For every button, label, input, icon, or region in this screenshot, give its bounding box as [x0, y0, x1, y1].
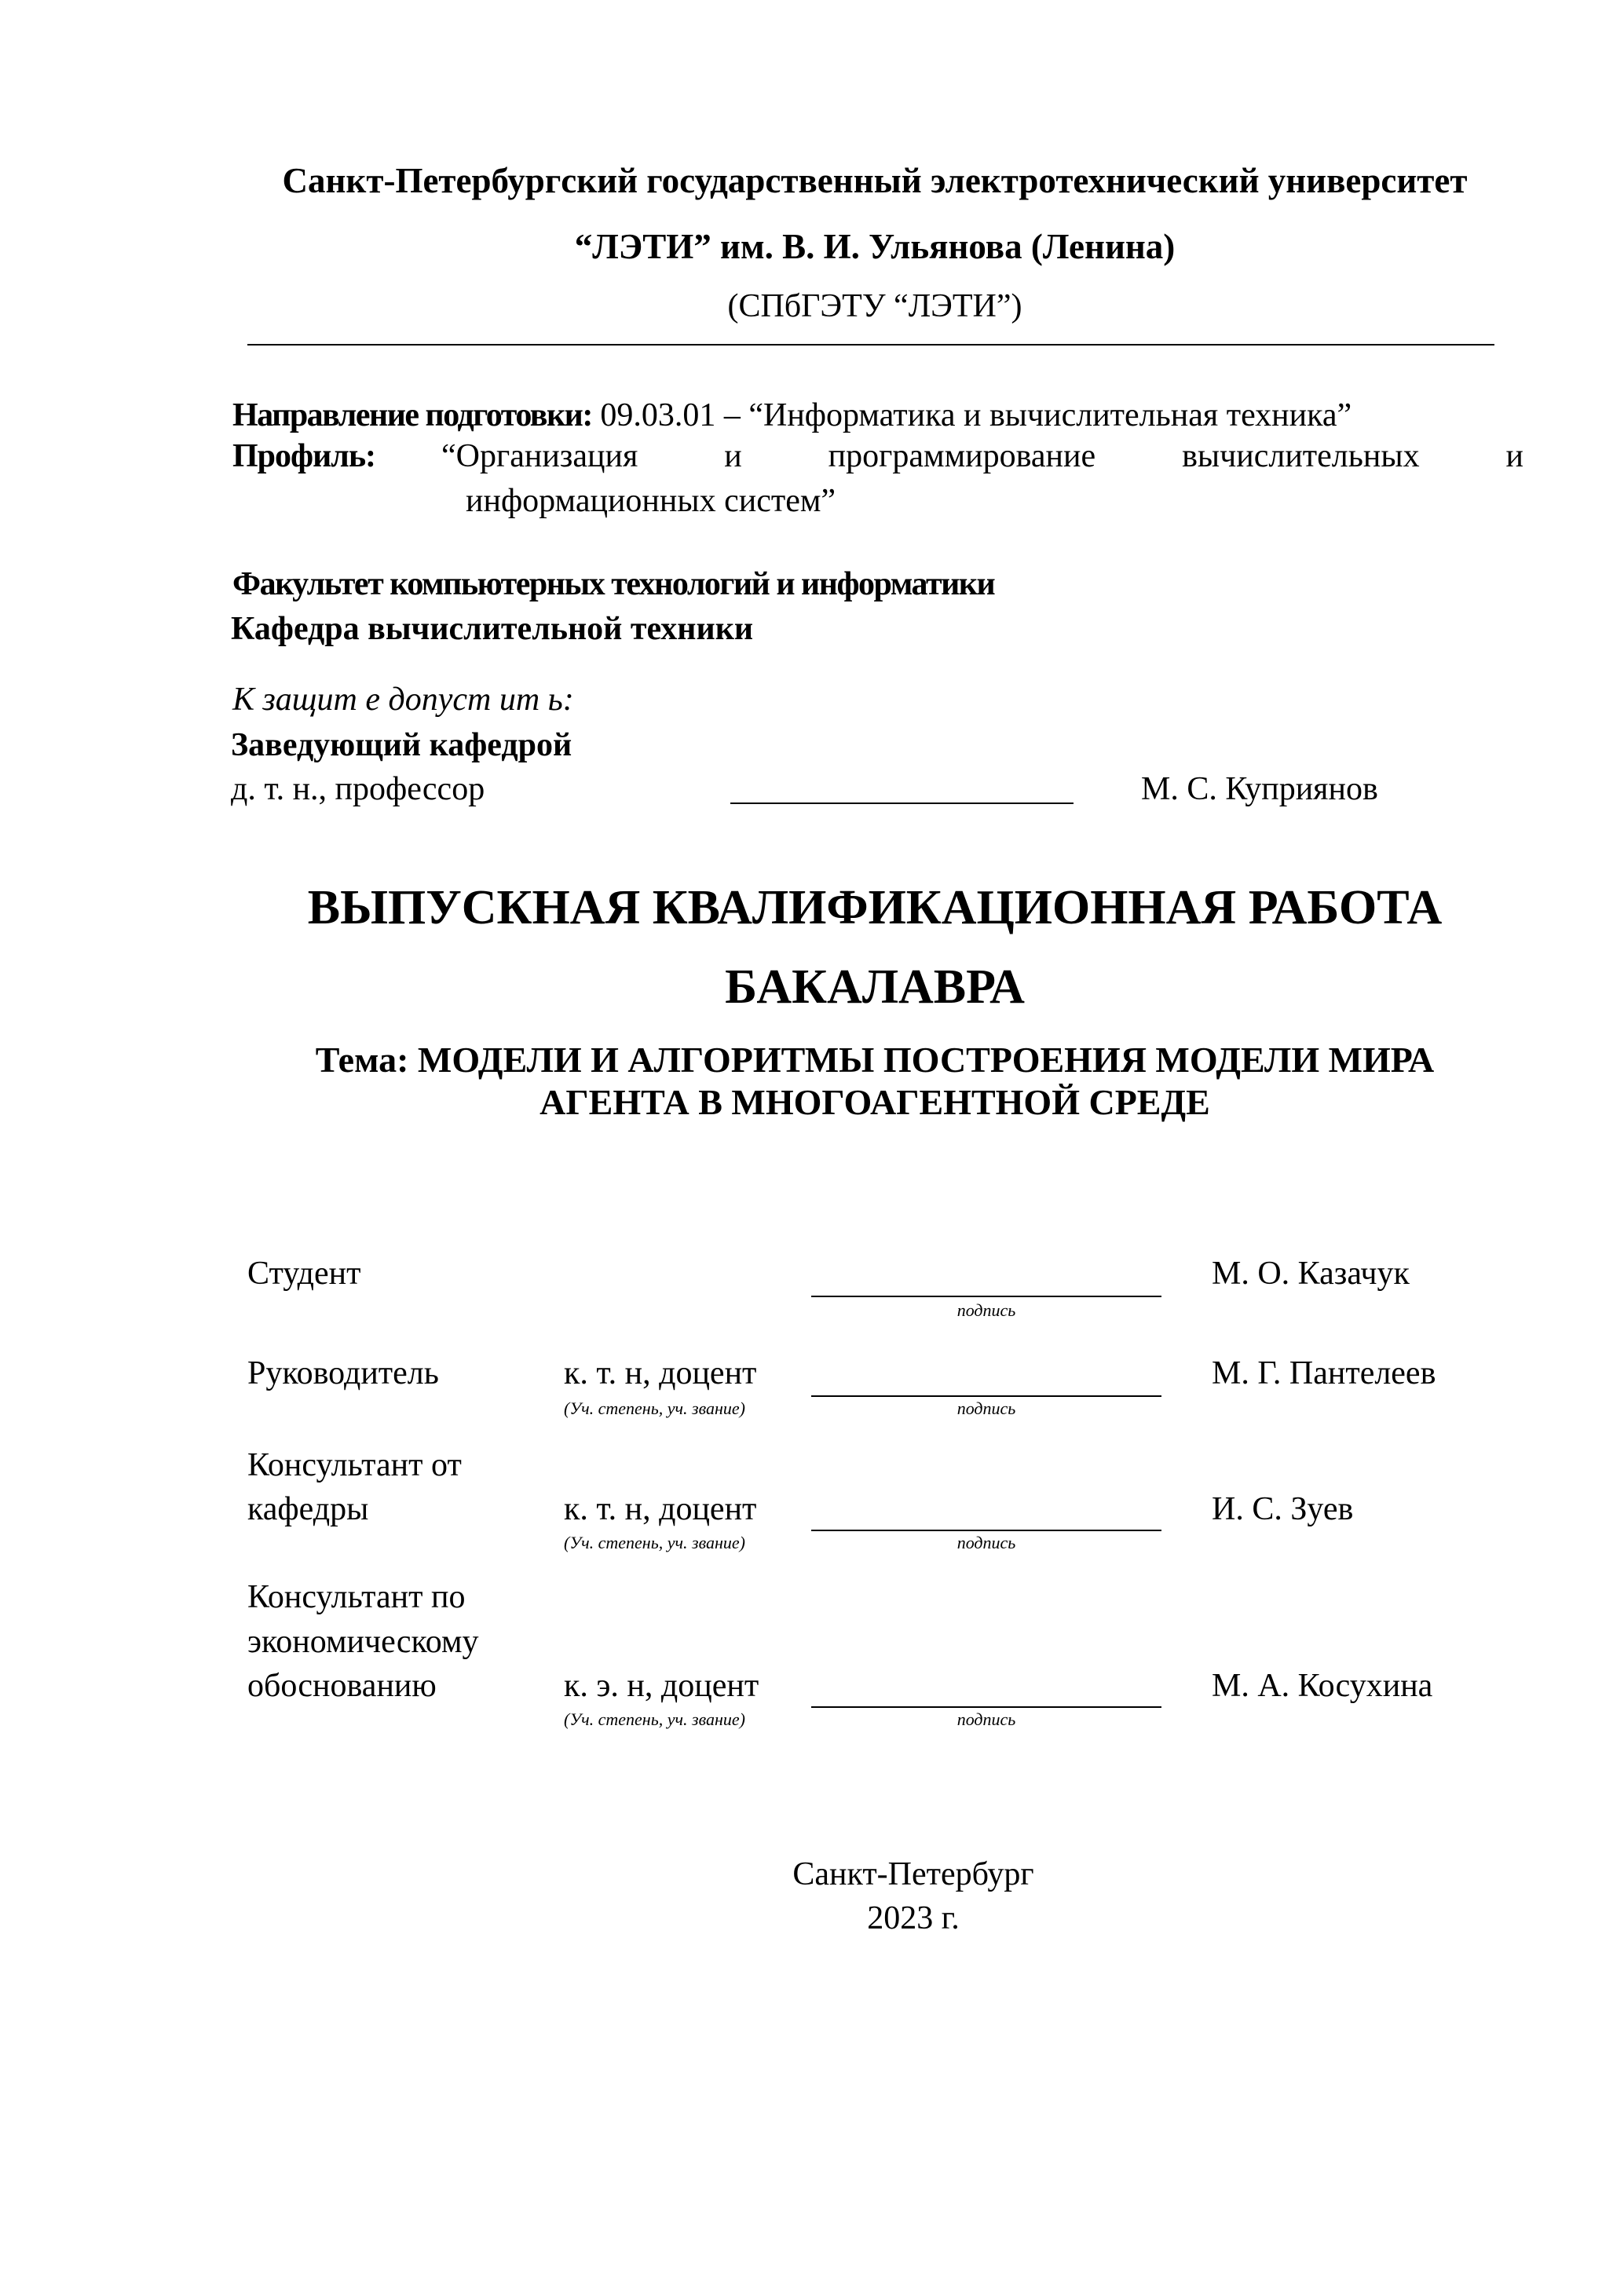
- role-econ-consultant: Консультант по: [247, 1579, 466, 1615]
- profile-line1: [441, 437, 1523, 475]
- profile-word: “Организация: [441, 438, 638, 474]
- signature-line: [811, 1706, 1161, 1708]
- student-name: М. О. Казачук: [1212, 1256, 1410, 1292]
- signature-hint: подпись: [956, 1709, 1016, 1729]
- profile-word: вычислительных: [1182, 438, 1420, 474]
- head-title: Заведующий кафедрой: [231, 727, 572, 763]
- head-degree: д. т. н., профессор: [231, 771, 485, 807]
- faculty: Факультет компьютерных технологий и информатики: [232, 566, 995, 602]
- degree-hint: (Уч. степень, уч. звание): [564, 1709, 745, 1729]
- signature-hint: подпись: [956, 1533, 1016, 1552]
- admit-label: К защит е допуст ит ь:: [232, 682, 574, 718]
- role-supervisor: Руководитель: [247, 1355, 439, 1391]
- direction-line: [232, 397, 1352, 434]
- degree-hint: (Уч. степень, уч. звание): [564, 1533, 745, 1552]
- footer-year: 2023 г.: [867, 1900, 960, 1936]
- department: Кафедра вычислительной техники: [231, 611, 754, 647]
- university-abbreviation: (СПбГЭТУ “ЛЭТИ”): [727, 288, 1022, 324]
- profile-label: Профиль:: [232, 438, 376, 474]
- topic-line1: Тема: МОДЕЛИ И АЛГОРИТМЫ ПОСТРОЕНИЯ МОДЕЛИ МИРА: [315, 1040, 1435, 1080]
- direction-label: Направление подготовки:: [232, 397, 592, 433]
- role-econ-consultant-line3: обоснованию: [247, 1668, 437, 1704]
- role-dept-consultant-line2: кафедры: [247, 1491, 369, 1527]
- signature-hint: подпись: [956, 1300, 1016, 1320]
- direction-value: 09.03.01 – “Информатика и вычислительная техника”: [600, 397, 1352, 433]
- profile-word: и: [1505, 438, 1523, 474]
- profile-line2: информационных систем”: [466, 483, 836, 519]
- head-name: М. С. Куприянов: [1141, 771, 1378, 807]
- degree-hint: (Уч. степень, уч. звание): [564, 1398, 745, 1418]
- work-title: ВЫПУСКНАЯ КВАЛИФИКАЦИОННАЯ РАБОТА: [307, 881, 1443, 934]
- university-name: Санкт-Петербургский государственный электротехнический университет: [282, 161, 1468, 200]
- profile-word: программирование: [828, 438, 1096, 474]
- signature-hint: подпись: [956, 1398, 1016, 1418]
- footer-city: Санкт-Петербург: [792, 1856, 1034, 1892]
- dept-consultant-degree: к. т. н, доцент: [564, 1491, 757, 1527]
- work-title-line2: БАКАЛАВРА: [725, 960, 1025, 1014]
- header-divider: [247, 344, 1494, 345]
- signature-line: [811, 1395, 1161, 1397]
- profile-word: и: [724, 438, 742, 474]
- econ-consultant-degree: к. э. н, доцент: [564, 1668, 759, 1704]
- supervisor-degree: к. т. н, доцент: [564, 1355, 757, 1391]
- signature-line: [811, 1530, 1161, 1531]
- supervisor-name: М. Г. Пантелеев: [1212, 1355, 1436, 1391]
- role-student: Студент: [247, 1256, 361, 1292]
- role-econ-consultant-line2: экономическому: [247, 1624, 479, 1660]
- signature-line: [811, 1296, 1161, 1297]
- university-subtitle: “ЛЭТИ” им. В. И. Ульянова (Ленина): [574, 227, 1176, 266]
- econ-consultant-name: М. А. Косухина: [1212, 1668, 1433, 1704]
- topic-line2: АГЕНТА В МНОГОАГЕНТНОЙ СРЕДЕ: [540, 1082, 1210, 1122]
- role-dept-consultant: Консультант от: [247, 1447, 462, 1483]
- head-signature-line: [730, 803, 1074, 804]
- dept-consultant-name: И. С. Зуев: [1212, 1491, 1354, 1527]
